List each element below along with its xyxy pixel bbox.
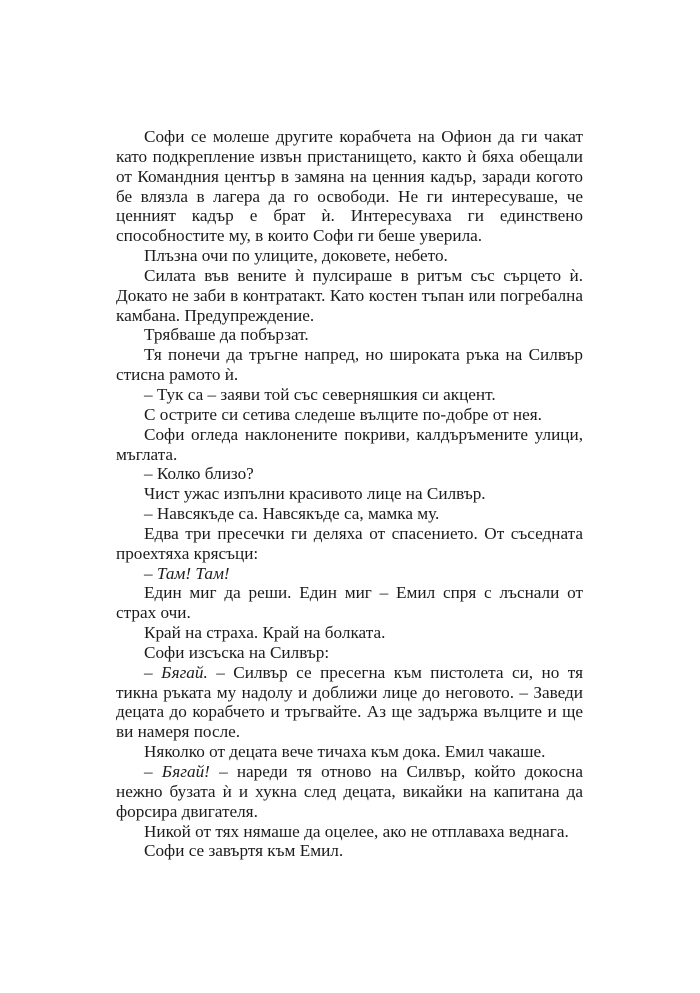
paragraph — [116, 564, 583, 584]
paragraph: Няколко от децата вече тичаха към дока. Емил чакаше. — [144, 742, 546, 762]
paragraph: Чист ужас изпълни красивото лице на Силвър. — [144, 484, 486, 504]
italic-word: Бягай. — [161, 662, 208, 682]
paragraph: – Бягай! – нареди тя отново на Силвър, който докосна нежно бузата ѝ и хукна след децата, викайки на капитана да форсира двигателя. — [116, 762, 584, 821]
paragraph: – Бягай. – Силвър се пресегна към пистолета си, но тя тикна ръката му надолу и доближи лице до неговото. – Заведи децата до корабчето и тръгвайте. Аз ще задържа вълците и ще ви намеря после. — [116, 662, 583, 742]
paragraph: Софи огледа наклонените покриви, калдъръмените улици, мъглата. — [116, 424, 583, 464]
paragraph: Софи изсъска на Силвър: — [144, 642, 330, 662]
paragraph: Край на страха. Край на болката. — [144, 623, 386, 643]
paragraph: – Тук са – заяви той със северняшкия си акцент. — [144, 384, 496, 404]
paragraph: – Колко близо? — [144, 464, 254, 484]
paragraph: Силата във вените ѝ пулсираше в ритъм със сърцето ѝ. Докато не заби в контратакт. Като костен тъпан или погребална камбана. Предупреждение. — [116, 265, 583, 325]
paragraph: Софи се молеше другите корабчета на Офион да ги чакат като подкрепление извън пристанището, както ѝ бяха обещали от Командния център в замяна на ценния кадър, заради когото бе влязла в лагера да го освободи. Не ги интересуваше, че ценният кадър е брат ѝ. Интересуваха ги единствено способностите му, в които Софи ги беше уверила. — [116, 127, 583, 246]
paragraph: С острите си сетива следеше вълците по-добре от нея. — [144, 404, 542, 424]
paragraph: Плъзна очи по улиците, доковете, небето. — [144, 246, 448, 266]
italic-shout: – Там! Там! — [144, 563, 230, 583]
paragraph: – Навсякъде са. Навсякъде са, мамка му. — [144, 504, 440, 524]
paragraph: Един миг да реши. Един миг – Емил спря с лъснали от страх очи. — [116, 583, 583, 623]
italic-word: Бягай! — [161, 762, 210, 781]
paragraph: Софи се завъртя към Емил. — [144, 841, 344, 861]
paragraph: Тя понечи да тръгне напред, но широката ръка на Силвър стисна рамото ѝ. — [116, 345, 583, 385]
paragraph: Трябваше да побързат. — [144, 325, 309, 345]
body-text — [116, 127, 583, 861]
paragraph: Никой от тях нямаше да оцелее, ако не отплаваха веднага. — [144, 821, 569, 841]
paragraph: Едва три пресечки ги деляха от спасението. От съседната проехтяха крясъци: — [116, 523, 583, 563]
